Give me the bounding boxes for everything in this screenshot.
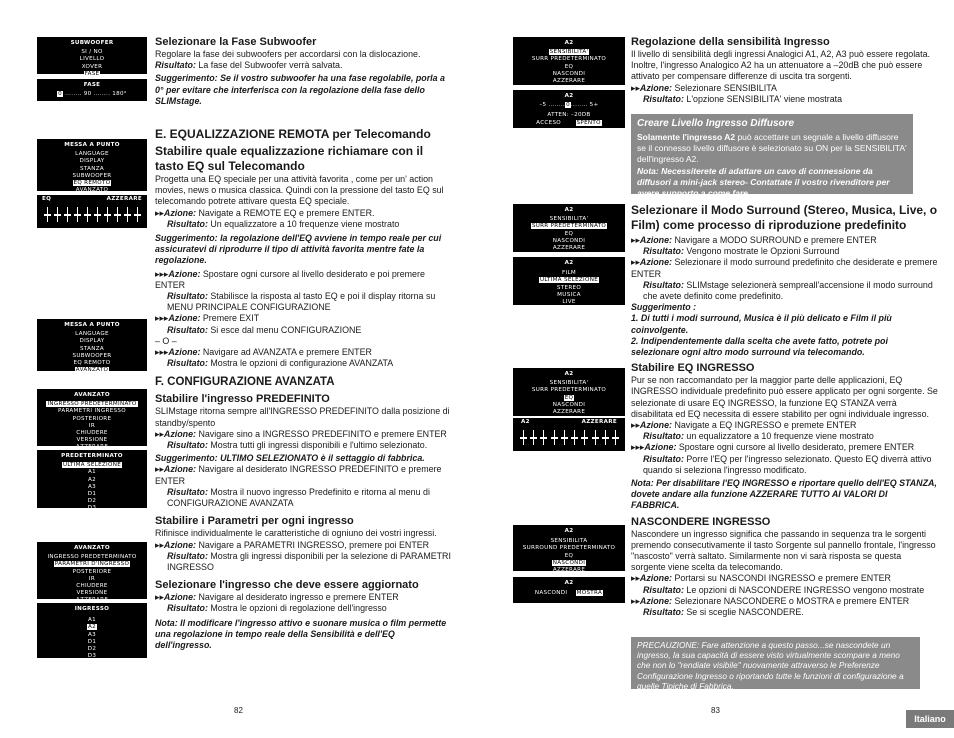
display-screen-eq-1: EQ AZZERARE 32Hz 64 125 250 500 1kHz 2 4 8 16kHz	[37, 195, 147, 228]
display-screen-a2-mostra: A2 NASCONDI MOSTRA	[513, 577, 625, 603]
eq-fader-knob	[64, 214, 71, 216]
double-play-arrow-icon: ▸▸	[155, 539, 164, 550]
heading-config-avanzata: F. CONFIGURAZIONE AVANZATA	[155, 376, 335, 389]
subheading-ingresso-predefinito: Stabilire l'ingresso PREDEFINITO	[155, 393, 330, 406]
eq-fader-knob	[54, 214, 61, 216]
page-number-left: 82	[234, 706, 243, 715]
eq-fader-knob	[602, 437, 609, 439]
display-screen-avanzato-1: AVANZATO INGRESSO PREDETERMINATO PARAMETRI INGRESSO POSTERIORE IR CHIUDERE VERSIONE AZZERARE	[37, 389, 147, 446]
display-screen-a2-nascondi: A2 SENSIBILITA SURROUND PREDETERMINATO EQ NASCONDI AZZERARE	[513, 525, 625, 571]
display-screen-a2-surr: A2 SENSIBILITA' SURR PREDETERMINATO EQ NASCONDI AZZERARE	[513, 204, 625, 252]
eq-fader-knob	[540, 437, 547, 439]
display-screen-messa-a-punto-1: MESSA A PUNTO LANGUAGE DISPLAY STANZA SUBWOOFER EQ REMOTO AVANZATO	[37, 139, 147, 191]
page-number-right: 83	[711, 706, 720, 715]
display-screen-fase: FASE 0 ........ 90 ........ 180°	[37, 79, 147, 101]
eq-fader-knob	[104, 214, 111, 216]
double-play-arrow-icon: ▸▸	[631, 257, 640, 268]
right-text-column-2: Selezionare il Modo Surround (Stereo, Musica, Live, o Film) come processo di riproduzione predefinito ▸▸Azione: Navigare a MODO SURROUND e premere ENTER Risultato: Vengono mostrate le Opzioni Surround ▸▸Azione: Selezionare il modo surround predefinito che desiderate e premere ENTER Risultato: SLIMstage selezionerà sempreall'accensione il modo surround che avete definito come predefinito. Suggerimento : 1. Di tutti i modi surround, Musica è il più delicato e Film il più coinvolgente. 2. Indipendentemente dalla scelta che avete fatto, potrete poi selezionare ogni altro modo surround via telecomando. Stabilire EQ INGRESSO Pur se non raccomandato per la maggior parte delle applicazioni, EQ INGRESSO individuale predefinito può essere applicato per ogni sorgente. Se selezionate di usare EQ INGRESSO, la funzione EQ STANZA verrà disabilitata ed EQ necessita di essere stabilito per ogni individuale ingresso. ▸▸Azione: Navigate a EQ INGRESSO e premete ENTER Risultato: un equalizzatore a 10 frequenze viene mostrato ▸▸▸Azione: Spostare ogni cursore al livello desiderato, premere ENTER Risultato: Porre l'EQ per l'ingresso selezionato. Questo EQ diverrà attivo quando si seleziona l'ingresso modificato. Nota: Per disabilitare l'EQ INGRESSO e riportare quello dell'EQ STANZA, dovete andare alla funzione AZZERARE TUTTO AI VALORI DI FABBRICA. NASCONDERE INGRESSO Nascondere un ingresso significa che passando in sequenza tra le sorgenti premendo consecutivamente il tasto Sorgente sul pannello frontale, l'ingresso "nascosto" verrà saltato. Similarmente non vi sarà risposta se questa sorgente viene scelta da telecomando. ▸▸Azione: Portarsi su NASCONDI INGRESSO e premere ENTER Risultato: Le opzioni di NASCONDERE INGRESSO vengono mostrate ▸▸Azione: Selezionare NASCONDERE o MOSTRA e premere ENTER Risultato: Se si sceglie NASCONDERE.	[631, 203, 938, 618]
left-text-column: Selezionare la Fase Subwoofer Regolare la fase dei subwoofers per accordarsi con la dislocazione. Risultato: La fase del Subwoofer verrà salvata. Suggerimento: Se il vostro subwoofer ha una fase regolabile, porla a 0° per evitare che interferisca con la regolazione della fase dello SLIMstage. E. EQUALIZZAZIONE REMOTA per Telecomando Stabilire quale equalizzazione richiamare con il tasto EQ sul Telecomando Progetta una EQ speciale per una attività favorita , come per un' action movies, news o musica classica. Quindi con la pressione del tasto EQ sul telecomando potrete attivare questa EQ speciale. ▸▸Azione: Navigate a REMOTE EQ e premere ENTER. Risultato: Un equalizzatore a 10 frequenze viene mostrato Suggerimento: la regolazione dell'EQ avviene in tempo reale per cui assicuratevi di riprodurre il tipo di attività favorita mentre fate la regolazione. ▸▸▸Azione: Spostare ogni cursore al livello desiderato e poi premere ENTER Risultato: Stabilisce la risposta al tasto EQ e poi il display ritorna su MENU PRINCIPALE CONFIGURAZIONE ▸▸▸Azione: Premere EXIT Risultato: Si esce dal menu CONFIGURAZIONE – O – ▸▸▸Azione: Navigare ad AVANZATA e premere ENTER Risultato: Mostra le opzioni di configurazione AVANZATA F. CONFIGURAZIONE AVANZATA Stabilire l'ingresso PREDEFINITO SLIMstage ritorna sempre all'INGRESSO PREDEFINITO dalla posizione di standby/spento ▸▸Azione: Navigare sino a INGRESSO PREDEFINITO e premere ENTER Risultato: Mostra tutti gli ingressi disponibili e l'ultimo selezionato. Suggerimento: ULTIMO SELEZIONATO è il settaggio di fabbrica. ▸▸Azione: Navigare al desiderato INGRESSO PREDEFINITO e premere ENTER Risultato: Mostra il nuovo ingresso Predefinito e ritorna al menu di CONFIGURAZIONE AVANZATA Stabilire i Parametri per ogni ingresso Rifinisce individualmente le caratteristiche di ogniuno dei vostri ingressi. ▸▸Azione: Navigare a PARAMETRI INGRESSO, premere poi ENTER Risultato: Mostra gli ingressi disponibili per la selezione di PARAMETRI INGRESSO Selezionare l'ingresso che deve essere aggiornato ▸▸Azione: Navigare al desiderato ingresso e premere ENTER Risultato: Mostra le opzioni di regolazione dell'ingresso Nota: Il modificare l'ingresso attivo e suonare musica o film permette una regolazione in tempo reale della Sensibilità e dell'EQ dell'ingresso.	[155, 36, 451, 650]
eq-fader-knob	[114, 214, 121, 216]
eq-fader-knob	[592, 437, 599, 439]
heading-fase-subwoofer: Selezionare la Fase Subwoofer	[155, 36, 317, 48]
caution-box: PRECAUZIONE: Fare attenzione a questo passo...se nascondete un ingresso, la sua capacità di essere visto virtualmente scompare a meno che non lo "rendiate visibile" nuovamente attraverso le Preferenze Configurazione Ingresso o riportando tutte le funzioni di configurazione a quelle Tipiche di Fabbrica.	[631, 637, 920, 689]
heading-nascondere-ingresso: NASCONDERE INGRESSO	[631, 515, 771, 528]
double-play-arrow-icon: ▸▸	[631, 420, 640, 431]
display-screen-subwoofer: SUBWOOFER SI / NO LIVELLO XOVER FASE	[37, 37, 147, 74]
heading-eq-remota: E. EQUALIZZAZIONE REMOTA per Telecomando	[155, 127, 431, 142]
heading-sensibilita: Regolazione della sensibilità Ingresso	[631, 36, 830, 48]
eq-fader-knob	[94, 214, 101, 216]
eq-fader-knob	[571, 437, 578, 439]
subheading-eq-remota: Stabilire quale equalizzazione richiamare con il tasto EQ sul Telecomando	[155, 144, 424, 174]
info-box-diffusore: Creare Livello Ingresso Diffusore Solamente l'ingresso A2 può accettare un segnale a livello diffusore se il connesso livello diffusore è selezionato su ON per la SENSIBILITA' dell'ingresso A2. Nota: Necessiterete di adattare un cavo di connessione da diffusori a mini-jack stereo- Contattate il vostro rivenditore per avere supporto a come fare.	[631, 114, 913, 194]
eq-fader-knob	[612, 437, 619, 439]
double-play-arrow-icon: ▸▸	[631, 573, 640, 584]
display-screen-a2-sensibilita: A2 SENSIBILITA' SURR PREDETERMINATO EQ NASCONDI AZZERARE	[513, 37, 625, 85]
display-screen-a2-modes: A2 FILM ULTIMA SELEZIONE STEREO MUSICA LIVE	[513, 257, 625, 305]
display-screen-eq-2: A2 AZZERARE 32Hz 64 125 250 500 1kHz 2 4 8 16kHz	[513, 418, 625, 451]
eq-fader-knob	[561, 437, 568, 439]
eq-fader-knob	[44, 214, 51, 216]
heading-eq-ingresso: Stabilire EQ INGRESSO	[631, 362, 755, 375]
heading-modo-surround: Selezionare il Modo Surround (Stereo, Musica, Live, o Film) come processo di riproduzione predefinito	[631, 203, 938, 232]
double-play-arrow-icon: ▸▸	[631, 82, 640, 93]
heading-ingresso-aggiornato: Selezionare l'ingresso che deve essere aggiornato	[155, 579, 419, 592]
heading-parametri-ingresso: Stabilire i Parametri per ogni ingresso	[155, 515, 354, 528]
eq-frequency-labels: 32Hz 64 125 250 500 1kHz 2 4 8 16kHz	[62, 227, 122, 231]
double-play-arrow-icon: ▸▸	[631, 595, 640, 606]
display-screen-predeterminato: PREDETERMINATO ULTIMA SELEZIONE A1 A2 A3 D1 D2 D3	[37, 450, 147, 508]
double-play-arrow-icon: ▸▸	[155, 592, 164, 603]
eq-fader-knob	[84, 214, 91, 216]
eq-fader-knob	[581, 437, 588, 439]
double-play-arrow-icon: ▸▸▸	[155, 268, 169, 279]
language-tab: Italiano	[906, 710, 954, 728]
double-play-arrow-icon: ▸▸▸	[155, 347, 169, 358]
double-play-arrow-icon: ▸▸	[155, 428, 164, 439]
display-screen-ingresso: INGRESSO A1 A2 A3 D1 D2 D3	[37, 603, 147, 658]
double-play-arrow-icon: ▸▸	[155, 464, 164, 475]
double-play-arrow-icon: ▸▸	[155, 207, 164, 218]
eq-fader-knob	[124, 214, 131, 216]
eq-fader-knob	[551, 437, 558, 439]
eq-fader-knob	[520, 437, 527, 439]
double-play-arrow-icon: ▸▸▸	[155, 313, 169, 324]
eq-fader-knob	[134, 214, 141, 216]
double-play-arrow-icon: ▸▸▸	[631, 442, 645, 453]
eq-frequency-labels: 32Hz 64 125 250 500 1kHz 2 4 8 16kHz	[539, 450, 599, 454]
display-screen-messa-a-punto-2: MESSA A PUNTO LANGUAGE DISPLAY STANZA SUBWOOFER EQ REMOTO AVANZATO	[37, 319, 147, 371]
right-text-column: Regolazione della sensibilità Ingresso Il livello di sensibilità degli ingressi Analogici A1, A2, A3 può essere regolata. Inoltre, l'ingresso Analogico A2 ha un attenuatore a –20dB che può essere attivato per compensare differenze di uscita tra sorgenti. ▸▸Azione: Selezionare SENSIBILITA Risultato: L'opzione SENSIBILITA' viene mostrata	[631, 36, 938, 105]
double-play-arrow-icon: ▸▸	[631, 235, 640, 245]
display-screen-avanzato-2: AVANZATO INGRESSO PREDETERMINATO PARAMETRI D'INGRESSO POSTERIORE IR CHIUDERE VERSIONE AZZERARE	[37, 542, 147, 599]
eq-fader-knob	[530, 437, 537, 439]
display-screen-a2-atten: A2 –5 ........0........ 5+ ATTEN: –20DB ACCESO SPENTO	[513, 90, 625, 128]
eq-fader-knob	[74, 214, 81, 216]
display-screen-a2-eq: A2 SENSIBILITA' SURR PREDETERMINATO EQ NASCONDI AZZERARE	[513, 368, 625, 416]
